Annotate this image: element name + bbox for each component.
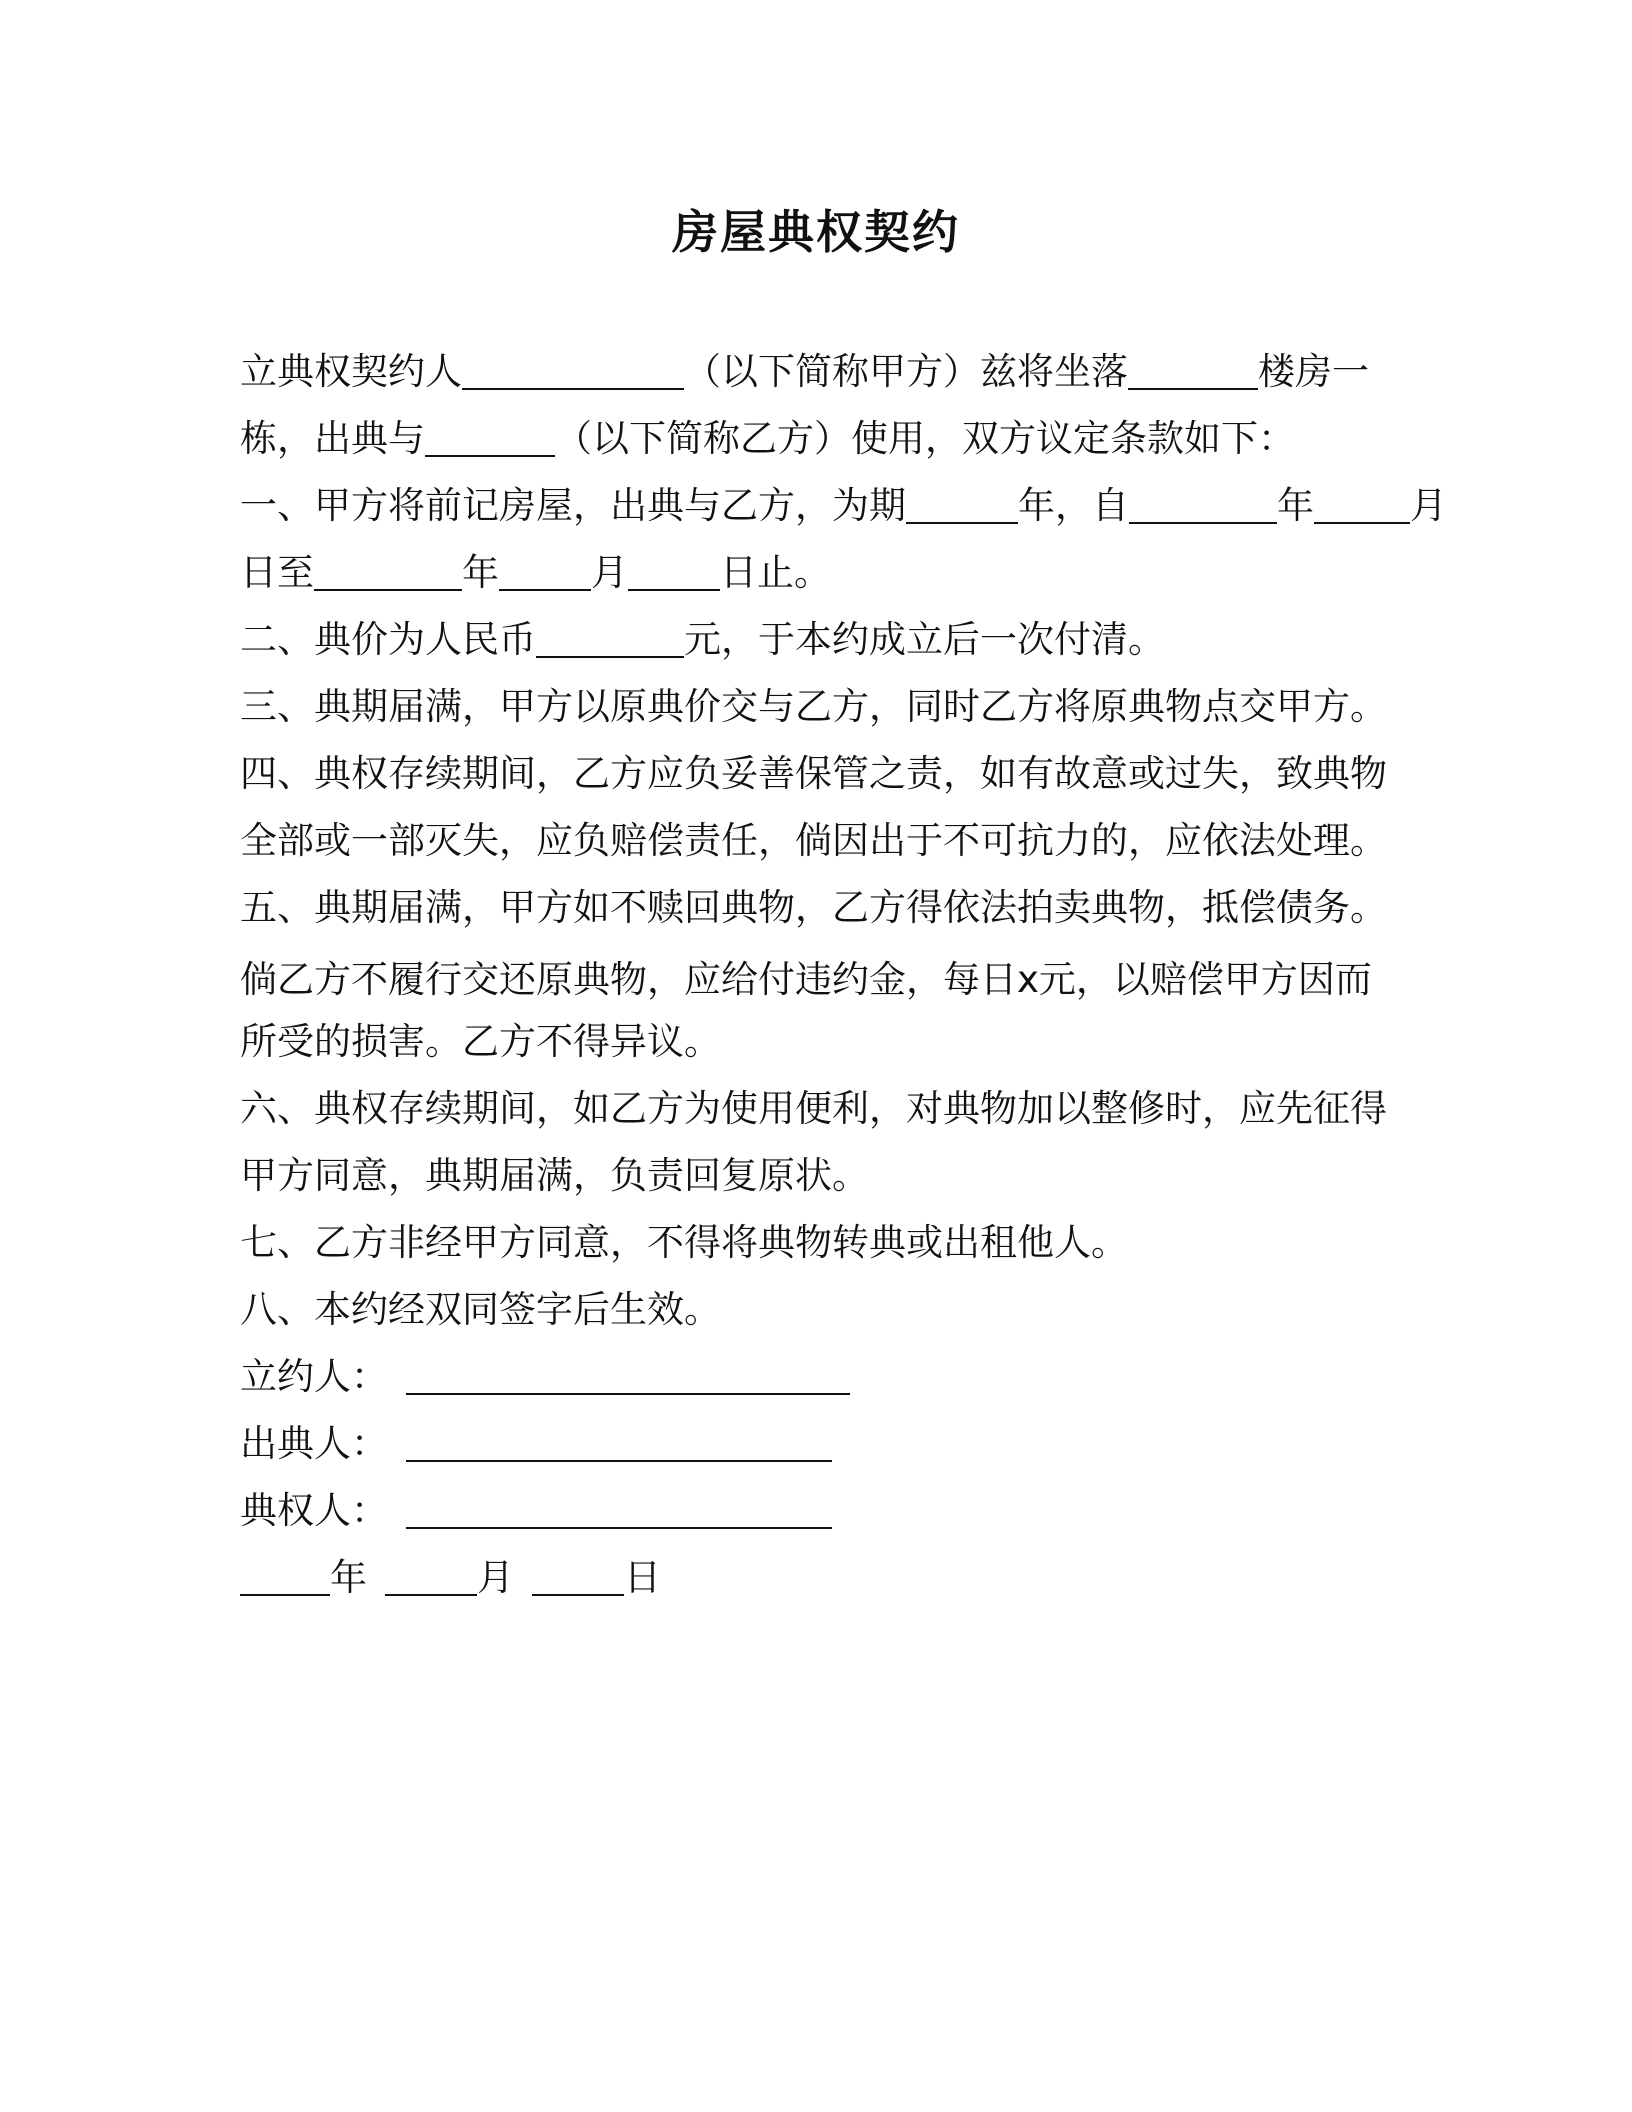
clause-text: 月: [591, 551, 628, 594]
intro-text: （以下简称甲方）兹将坐落: [684, 350, 1128, 393]
pledgee-signature-blank[interactable]: [406, 1487, 832, 1529]
end-day-blank[interactable]: [628, 549, 720, 591]
end-month-blank[interactable]: [499, 549, 591, 591]
sign-year-blank[interactable]: [240, 1554, 330, 1596]
price-blank[interactable]: [536, 616, 684, 658]
party-a-name-blank[interactable]: [462, 348, 684, 390]
start-month-blank[interactable]: [1314, 482, 1410, 524]
clause-6-line-1: 六、典权存续期间，如乙方为使用便利，对典物加以整修时，应先征得: [240, 1087, 1387, 1130]
clause-text: 元，于本约成立后一次付清。: [684, 618, 1165, 661]
signature-label: 出典人：: [240, 1422, 388, 1465]
date-month-label: 月: [477, 1556, 514, 1599]
date-day-label: 日: [624, 1556, 661, 1599]
start-year-blank[interactable]: [1129, 482, 1277, 524]
document-title: 房屋典权契约: [672, 205, 960, 259]
signing-date-line: [240, 1552, 661, 1604]
clause-text: 年，自: [1018, 484, 1129, 527]
end-year-blank[interactable]: [314, 549, 462, 591]
sign-day-blank[interactable]: [532, 1554, 624, 1596]
clause-4-line-1: 四、典权存续期间，乙方应负妥善保管之责，如有故意或过失，致典物: [240, 752, 1387, 795]
clause-text: 日止。: [720, 551, 831, 594]
clause-text: 二、典价为人民币: [240, 618, 536, 661]
clause-text: 月: [1410, 484, 1447, 527]
party-b-name-blank[interactable]: [425, 415, 555, 457]
clause-6-line-2: 甲方同意，典期届满，负责回复原状。: [240, 1154, 869, 1197]
intro-text: 楼房一: [1258, 350, 1369, 393]
clause-1-line-2: [240, 547, 831, 599]
clause-5-line-3: 所受的损害。乙方不得异议。: [240, 1020, 721, 1063]
signature-party-line: [240, 1351, 850, 1403]
clause-text: 年: [1277, 484, 1314, 527]
date-year-label: 年: [330, 1556, 367, 1599]
intro-text: 栋，出典与: [240, 417, 425, 460]
clause-text: 一、甲方将前记房屋，出典与乙方，为期: [240, 484, 906, 527]
intro-text: （以下简称乙方）使用，双方议定条款如下：: [555, 417, 1295, 460]
clause-1-line-1: [240, 480, 1447, 532]
party-signature-blank[interactable]: [406, 1353, 850, 1395]
intro-line-2: [240, 413, 1295, 465]
clause-7: 七、乙方非经甲方同意，不得将典物转典或出租他人。: [240, 1221, 1128, 1264]
clause-5-line-2: 倘乙方不履行交还原典物，应给付违约金，每日x元，以赔偿甲方因而: [240, 958, 1372, 1001]
clause-5-line-1: 五、典期届满，甲方如不赎回典物，乙方得依法拍卖典物，抵偿债务。: [240, 886, 1387, 929]
pledgor-signature-blank[interactable]: [406, 1420, 832, 1462]
intro-text: 立典权契约人: [240, 350, 462, 393]
signature-label: 典权人：: [240, 1489, 388, 1532]
clause-3: 三、典期届满，甲方以原典价交与乙方，同时乙方将原典物点交甲方。: [240, 685, 1387, 728]
signature-pledgor-line: [240, 1418, 832, 1470]
clause-2: [240, 614, 1165, 666]
sign-month-blank[interactable]: [385, 1554, 477, 1596]
signature-pledgee-line: [240, 1485, 832, 1537]
clause-text: 年: [462, 551, 499, 594]
location-blank[interactable]: [1128, 348, 1258, 390]
clause-4-line-2: 全部或一部灭失，应负赔偿责任，倘因出于不可抗力的，应依法处理。: [240, 819, 1387, 862]
intro-line-1: [240, 346, 1369, 398]
clause-text: 日至: [240, 551, 314, 594]
term-years-blank[interactable]: [906, 482, 1018, 524]
clause-8: 八、本约经双同签字后生效。: [240, 1288, 721, 1331]
signature-label: 立约人：: [240, 1355, 388, 1398]
